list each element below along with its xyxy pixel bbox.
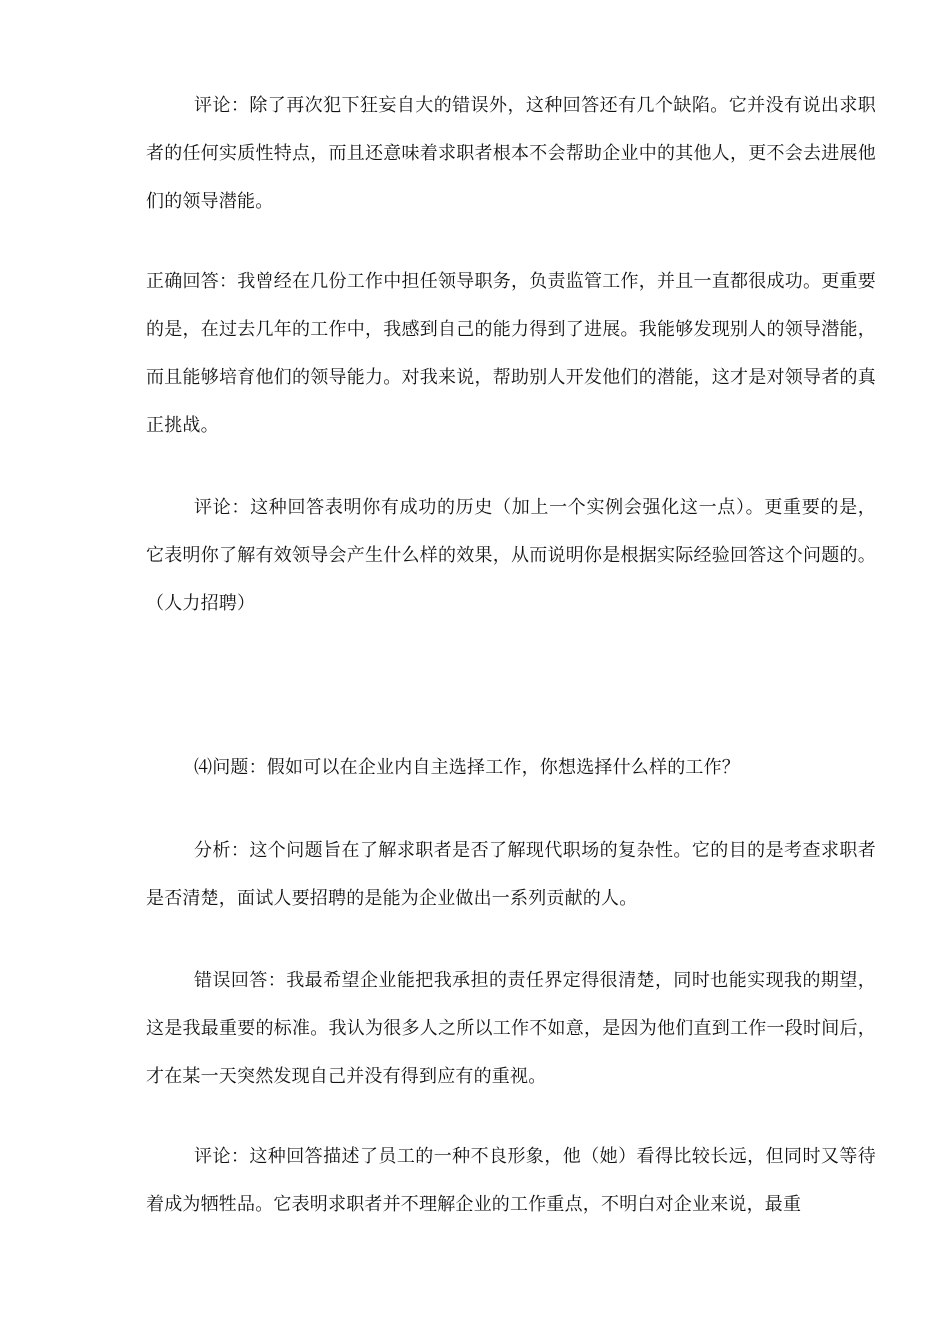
correct-answer-paragraph: 正确回答：我曾经在几份工作中担任领导职务，负责监管工作，并且一直都很成功。更重要的是，在过去几年的工作中，我感到自己的能力得到了进展。我能够发现别人的领导潜能，而且能够培育他们的领导能力。对我来说，帮助别人开发他们的潜能，这才是对领导者的真正挑战。	[146, 271, 876, 436]
comment-paragraph: 评论：这种回答描述了员工的一种不良形象，他（她）看得比较长远，但同时又等待着成为牺牲品。它表明求职者并不理解企业的工作重点，不明白对企业来说，最重	[146, 1146, 876, 1215]
analysis-paragraph: 分析：这个问题旨在了解求职者是否了解现代职场的复杂性。它的目的是考查求职者是否清楚，面试人要招聘的是能为企业做出一系列贡献的人。	[146, 840, 876, 909]
comment-paragraph: 评论：这种回答表明你有成功的历史（加上一个实例会强化这一点）。更重要的是，它表明你了解有效领导会产生什么样的效果，从而说明你是根据实际经验回答这个问题的。（人力招聘）	[146, 497, 876, 614]
wrong-answer-paragraph: 错误回答：我最希望企业能把我承担的责任界定得很清楚，同时也能实现我的期望，这是我最重要的标准。我认为很多人之所以工作不如意，是因为他们直到工作一段时间后，才在某一天突然发现自己并没有得到应有的重视。	[146, 970, 876, 1087]
comment-paragraph: 评论：除了再次犯下狂妄自大的错误外，这种回答还有几个缺陷。它并没有说出求职者的任何实质性特点，而且还意味着求职者根本不会帮助企业中的其他人，更不会去进展他们的领导潜能。	[146, 95, 876, 212]
question-heading: ⑷问题：假如可以在企业内自主选择工作，你想选择什么样的工作？	[194, 757, 740, 778]
